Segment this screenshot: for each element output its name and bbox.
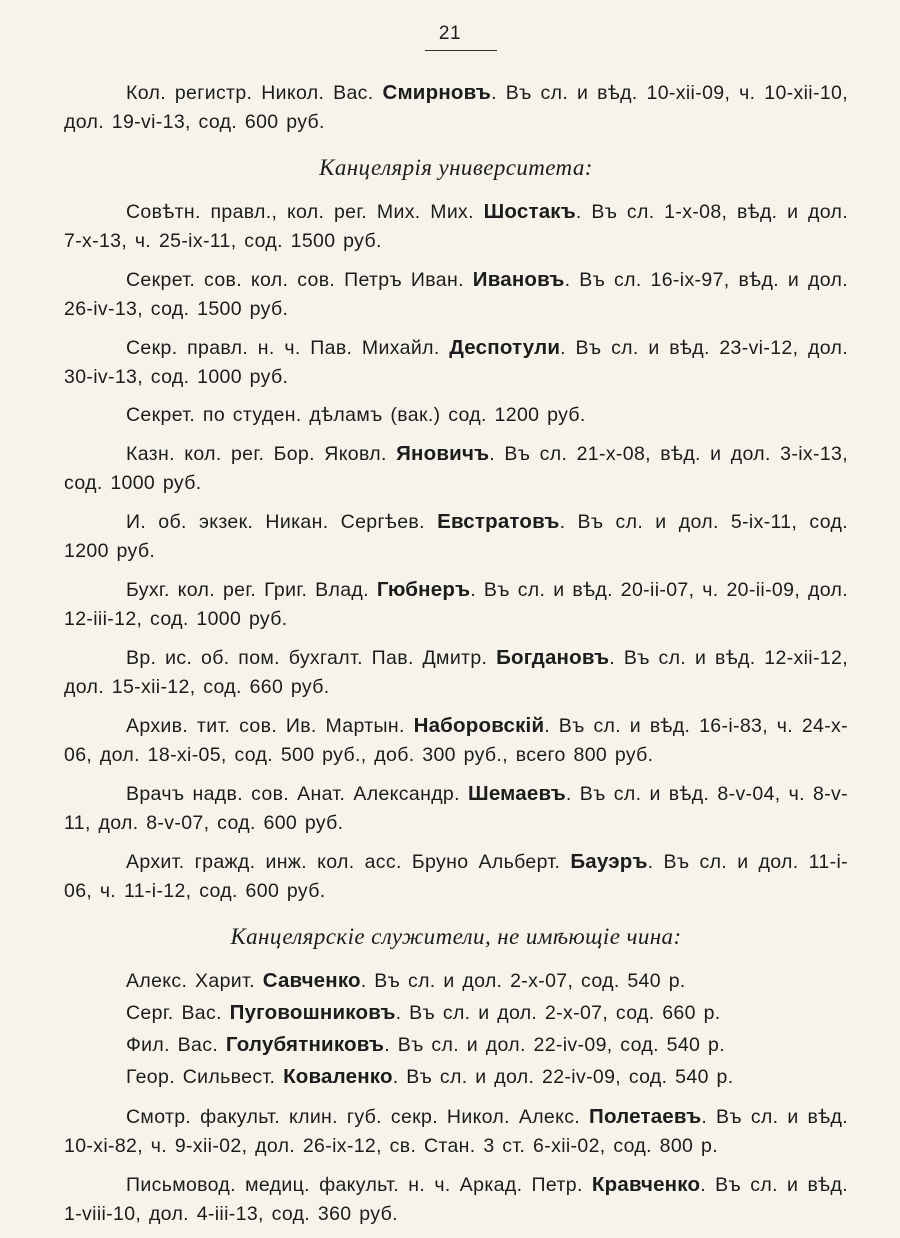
entry-text: Секрет. по студен. дѣламъ (вак.) сод. 1200 руб.: [126, 404, 586, 426]
entry-surname: Смирновъ: [382, 81, 492, 104]
entry-surname: Полетаевъ: [589, 1105, 702, 1128]
entry-text: Секрет. сов. кол. сов. Петръ Иван.: [126, 269, 464, 291]
entry-surname: Шемаевъ: [468, 782, 566, 805]
entry-details: . Въ сл. и вѣд. 8-v-04, ч. 8-v-11, дол. 8-v-07, сод. 600 руб.: [64, 783, 849, 834]
entry-paragraph: [64, 643, 848, 702]
entry-surname: Деспотули: [449, 336, 561, 359]
entry-details: . Въ сл. и вѣд. 12-xii-12, дол. 15-xii-12, сод. 660 руб.: [64, 647, 848, 698]
entry-text: Архит. гражд. инж. кол. асс. Бруно Альберт.: [126, 851, 561, 873]
entry-text: Фил. Вас.: [126, 1034, 219, 1056]
section-heading-clerks: Канцелярскіе служители, не имѣющіе чина:: [230, 924, 682, 949]
entry-paragraph: [64, 439, 848, 498]
entry-surname: Пуговошниковъ: [229, 1001, 396, 1024]
entry-text: Серг. Вас.: [126, 1002, 222, 1024]
entry-details: . Въ сл. и дол. 11-i-06, ч. 11-i-12, сод. 600 руб.: [64, 851, 848, 902]
section-heading-text: Канцелярія университета: [319, 155, 585, 180]
entry-text: Врачъ надв. сов. Анат. Александр.: [126, 783, 460, 805]
section-heading-chancellery: Канцелярія университета:: [319, 155, 593, 180]
entry-text: Секр. правл. н. ч. Пав. Михайл.: [126, 337, 440, 359]
entry-paragraph: [64, 1170, 848, 1229]
entry-details: . Въ сл. и вѣд. 1-viii-10, дол. 4-iii-13, сод. 360 руб.: [64, 1174, 848, 1225]
entry-details: . Въ сл. и дол. 5-ix-11, сод. 1200 руб.: [64, 511, 848, 562]
entry-surname: Яновичъ: [396, 442, 490, 465]
entry-paragraph: [64, 847, 848, 906]
entry-text: Вр. ис. об. пом. бухгалт. Пав. Дмитр.: [126, 647, 488, 669]
entry-details: . Въ сл. и вѣд. 10-xii-09, ч. 10-xii-10, дол. 19-vi-13, сод. 600 руб.: [64, 82, 848, 133]
entry-surname: Наборовскій: [413, 714, 545, 737]
entry-paragraph: [64, 1030, 848, 1060]
entry-paragraph: [64, 197, 848, 256]
entry-text: Алекс. Харит.: [126, 970, 255, 992]
page-number-rule: [425, 50, 497, 51]
entry-text: Совѣтн. правл., кол. рег. Мих. Мих.: [126, 201, 474, 223]
entry-details: . Въ сл. и вѣд. 20-ii-07, ч. 20-ii-09, дол. 12-iii-12, сод. 1000 руб.: [64, 579, 848, 630]
entry-paragraph: [64, 966, 848, 996]
entry-paragraph: [64, 78, 848, 137]
entry-surname: Евстратовъ: [437, 510, 560, 533]
entry-paragraph: [64, 401, 848, 430]
entry-surname: Гюбнеръ: [376, 578, 471, 601]
entry-details: . Въ сл. и дол. 2-x-07, сод. 660 р.: [395, 1002, 721, 1024]
entry-text: Письмовод. медиц. факульт. н. ч. Аркад. Петр.: [126, 1174, 583, 1196]
entry-paragraph: [64, 711, 848, 770]
entry-surname: Савченко: [262, 969, 361, 992]
entry-text: Смотр. факульт. клин. губ. секр. Никол. Алекс.: [126, 1106, 581, 1128]
section-heading-text: Канцелярскіе служители, не имѣющіе чина: [230, 924, 674, 949]
entry-surname: Коваленко: [283, 1065, 393, 1088]
entry-paragraph: [64, 779, 848, 838]
entry-paragraph: [64, 507, 848, 566]
entry-text: Архив. тит. сов. Ив. Мартын.: [126, 715, 405, 737]
entry-text: Казн. кол. рег. Бор. Яковл.: [126, 443, 387, 465]
page-number: 21: [438, 23, 462, 44]
entry-details: . Въ сл. 1-x-08, вѣд. и дол. 7-x-13, ч. 25-ix-11, сод. 1500 руб.: [64, 201, 848, 252]
entry-paragraph: [64, 333, 848, 392]
entry-paragraph: [64, 998, 848, 1028]
page-content: [64, 78, 848, 1238]
entry-details: . Въ сл. и дол. 2-x-07, сод. 540 р.: [360, 970, 686, 992]
entry-paragraph: [64, 265, 848, 324]
entry-text: И. об. экзек. Никан. Сергѣев.: [126, 511, 425, 533]
entry-paragraph: [64, 1062, 848, 1092]
entry-surname: Богдановъ: [496, 646, 610, 669]
entry-paragraph: [64, 1102, 848, 1161]
entry-paragraph: [64, 575, 848, 634]
entry-surname: Ивановъ: [472, 268, 565, 291]
entry-details: . Въ сл. 16-ix-97, вѣд. и дол. 26-iv-13, сод. 1500 руб.: [64, 269, 848, 320]
entry-surname: Кравченко: [591, 1173, 701, 1196]
entry-text: Кол. регистр. Никол. Вас.: [126, 82, 374, 104]
entry-text: Бухг. кол. рег. Григ. Влад.: [126, 579, 369, 601]
entry-surname: Голубятниковъ: [225, 1033, 385, 1056]
entry-details: . Въ сл. и вѣд. 16-i-83, ч. 24-x-06, дол. 18-xi-05, сод. 500 руб., доб. 300 руб., всего 800 руб.: [64, 715, 848, 766]
entry-details: . Въ сл. 21-x-08, вѣд. и дол. 3-ix-13, сод. 1000 руб.: [64, 443, 848, 494]
entry-surname: Бауэръ: [570, 850, 648, 873]
entry-details: . Въ сл. и дол. 22-iv-09, сод. 540 р.: [384, 1034, 725, 1056]
entry-text: Геор. Сильвест.: [126, 1066, 276, 1088]
entry-details: . Въ сл. и вѣд. 10-xi-82, ч. 9-xii-02, дол. 26-ix-12, св. Стан. 3 ст. 6-xii-02, сод. 800 р.: [64, 1106, 849, 1157]
entry-details: . Въ сл. и вѣд. 23-vi-12, дол. 30-iv-13, сод. 1000 руб.: [64, 337, 849, 388]
entry-surname: Шостакъ: [483, 200, 576, 223]
entry-details: . Въ сл. и дол. 22-iv-09, сод. 540 р.: [392, 1066, 734, 1088]
